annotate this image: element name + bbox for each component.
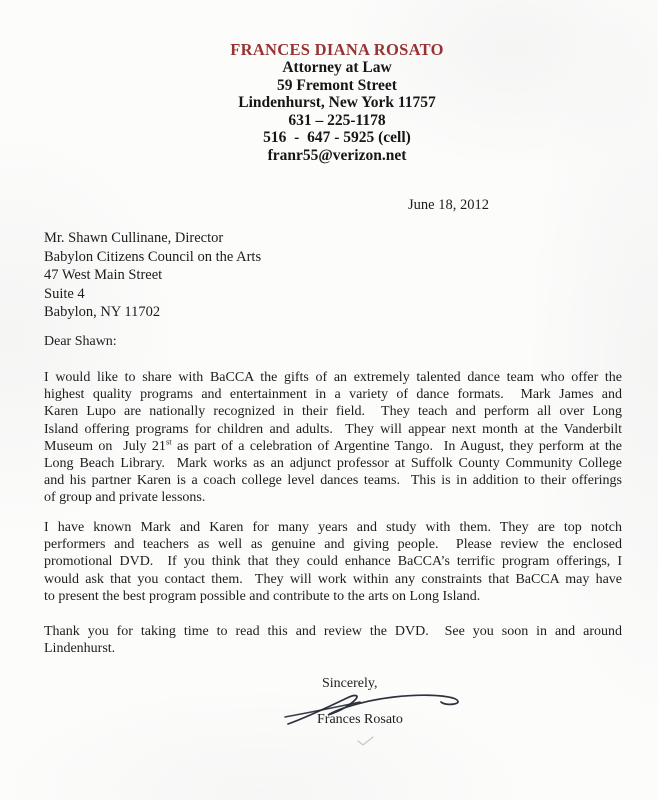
text-span: Thank you for taking time to read this and review the DVD. See you soon in and around [44,624,622,639]
salutation: Dear Shawn: [44,334,117,349]
text-line [44,248,261,267]
text-line [44,588,622,605]
text-line [44,553,622,570]
valediction: Sincerely, [322,676,378,691]
date-line: June 18, 2012 [408,197,489,213]
text-line [44,303,261,322]
text-line [16,77,658,95]
text-span: Museum on July 21 [44,438,166,454]
text-line [44,640,622,657]
text-span: 516 - 647 - 5925 (cell) [263,129,411,147]
text-span: I have known Mark and Karen for many years and study with them. They are top notch [44,520,622,535]
text-span: 47 West Main Street [44,267,163,284]
text-span: highest quality programs and entertainment in a variety of dance formats. Mark James and [44,387,622,403]
text-span: Babylon Citizens Council on the Arts [44,248,262,265]
text-span: Suite 4 [44,285,85,302]
text-span: franr55@verizon.net [267,146,407,164]
text-line [44,571,622,588]
text-span: I would like to share with BaCCA the gifts of an extremely talented dance team who offer the [44,370,622,385]
text-span: performers and teachers as well as genuine and giving people. Please review the enclosed [44,537,622,553]
text-span: 631 – 225-1178 [288,111,386,129]
recipient-address [44,229,261,322]
text-span: Island offering programs for children and adults. They will appear next month at the Vanderbilt [44,421,622,437]
text-span: Lindenhurst. [44,641,116,657]
text-span: Mr. Shawn Cullinane, Director [44,230,224,246]
text-line [16,112,658,130]
text-line [44,438,622,455]
text-line [44,386,622,403]
text-span: as part of a celebration of Argentine Tango. In August, they perform at the [171,438,622,454]
text-line [16,94,658,112]
text-span: Karen Lupo are nationally recognized in their field. They teach and perform all over Long [44,404,622,420]
body-paragraph-2 [44,519,622,605]
letterhead-address-lines [16,59,658,165]
text-span: and his partner Karen is a coach college level dances teams. This is in addition to their offerings [44,473,622,489]
text-line [16,59,658,77]
text-line [44,519,622,536]
text-span: to present the best program possible and contribute to the arts on Long Island. [44,588,481,604]
text-line [44,369,622,386]
typed-signature-name: Frances Rosato [317,712,403,727]
ordinal-superscript: st [165,436,172,447]
text-line [44,403,622,420]
text-line [16,129,658,147]
stray-check-mark [357,735,375,747]
body-paragraph-1 [44,369,622,507]
text-span: would ask that you contact them. They will work within any constraints that BaCCA may have [44,571,622,587]
text-line [44,623,622,640]
text-line [44,229,261,248]
text-line [16,147,658,165]
text-span: of group and private lessons. [44,490,206,506]
text-line [44,472,622,489]
text-span: promotional DVD. If you think that they could enhance BaCCA’s terrific program offerings, I [44,554,622,570]
text-line [44,266,261,285]
text-span: Lindenhurst, New York 11757 [238,94,436,112]
text-line [44,489,622,506]
text-line [44,536,622,553]
text-span: Long Beach Library. Mark works as an adjunct professor at Suffolk County Community College [44,456,622,472]
letterhead [0,40,658,165]
text-span: Babylon, NY 11702 [44,304,161,321]
text-span: Attorney at Law [282,59,392,76]
letterhead-name: FRANCES DIANA ROSATO [230,40,444,59]
text-line [44,455,622,472]
body-paragraph-3 [44,623,622,657]
text-line [44,421,622,438]
text-line [44,285,261,304]
text-span: 59 Fremont Street [277,76,397,94]
